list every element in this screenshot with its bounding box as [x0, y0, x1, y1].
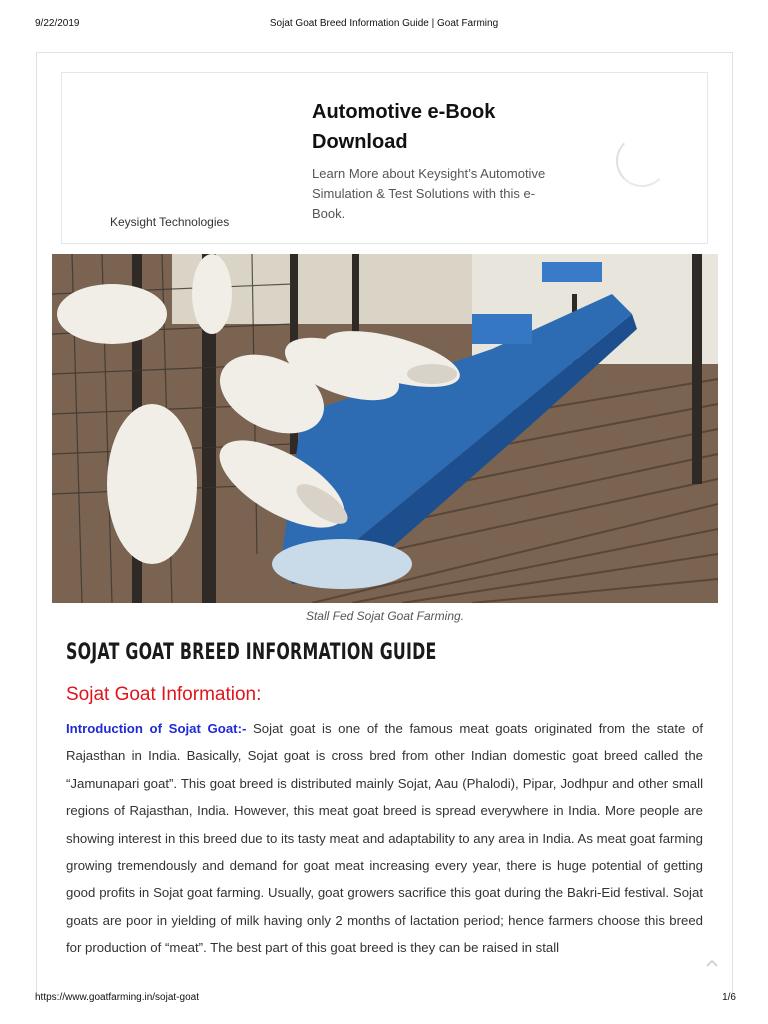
loading-spinner-icon	[616, 135, 668, 187]
article-title: SOJAT GOAT BREED INFORMATION GUIDE	[66, 640, 437, 665]
goat-breed-link[interactable]: goat breed	[572, 748, 638, 764]
meat-goat-breed-link[interactable]: meat goat breed	[318, 803, 417, 819]
paragraph-text-2: called the “Jamunapari goat”. This goat breed is distributed mainly Sojat, Aau (Phalodi), Pipar, Jodhpur and other small regions of Rajasthan, India. However, this	[66, 748, 703, 819]
paragraph-text-3: is spread everywhere in India. More people are showing interest in this breed due to its tasty meat and adaptability to any area in India. As meat goat farming growing tremendously and demand for goat meat increasing every year, there is huge potential of getting good profits in Sojat goat farming. Usually, goat growers sacrifice this goat during the Bakri-Eid festival. Sojat goats are poor in yielding of milk having only 2 months of lactation period; hence farmers choose this breed for production of “meat”. The best part of this goat breed is they can be raised in stall	[66, 803, 703, 956]
ad-card[interactable]	[61, 72, 708, 244]
intro-paragraph	[66, 715, 703, 962]
goat-farm-photo	[52, 254, 718, 603]
print-page-number: 1/6	[722, 992, 736, 1003]
chevron-up-icon[interactable]	[706, 958, 718, 970]
print-date: 9/22/2019	[35, 18, 80, 29]
print-page-title: Sojat Goat Breed Information Guide | Goat Farming	[269, 18, 499, 29]
ad-description: Learn More about Keysight’s Automotive Simulation & Test Solutions with this e-Book.	[312, 166, 546, 221]
ad-advertiser[interactable]: Keysight Technologies	[110, 215, 230, 229]
photo-caption: Stall Fed Sojat Goat Farming.	[305, 609, 465, 623]
ad-title[interactable]: Automotive e-Book Download	[312, 101, 496, 153]
section-heading: Sojat Goat Information:	[66, 684, 262, 705]
goat-farm-illustration	[52, 254, 718, 603]
paragraph-text-1: Sojat goat is one of the famous meat goats originated from the state of Rajasthan in India. Basically, Sojat goat is cross bred from other Indian domestic	[66, 721, 703, 764]
print-footer	[0, 992, 768, 1006]
intro-label: Introduction of Sojat Goat:-	[66, 721, 247, 736]
print-header	[0, 18, 768, 32]
print-url: https://www.goatfarming.in/sojat-goat	[35, 992, 199, 1003]
